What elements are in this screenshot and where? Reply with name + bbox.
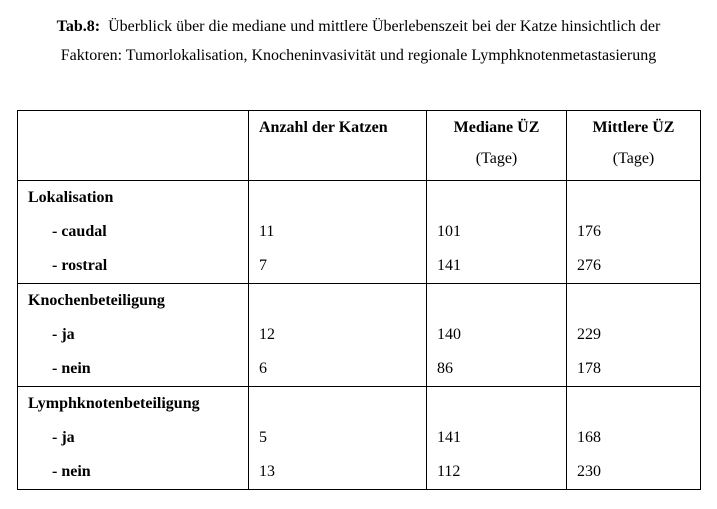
count-cell: 12 (249, 318, 427, 352)
header-median: Mediane ÜZ (Tage) (427, 111, 567, 181)
table-row (18, 352, 701, 387)
row-label: - ja (18, 318, 249, 352)
header-empty-cell (18, 111, 249, 181)
median-cell: 112 (427, 455, 567, 490)
table-row (18, 318, 701, 352)
group-row (18, 181, 701, 216)
table-row (18, 421, 701, 455)
mean-cell: 176 (567, 215, 701, 249)
caption-label: Tab.8: (56, 18, 101, 35)
count-cell: 7 (249, 249, 427, 284)
count-cell: 13 (249, 455, 427, 490)
mean-cell: 229 (567, 318, 701, 352)
median-cell: 141 (427, 249, 567, 284)
median-cell: 86 (427, 352, 567, 387)
median-cell: 101 (427, 215, 567, 249)
header-mean: Mittlere ÜZ (Tage) (567, 111, 701, 181)
median-cell: 140 (427, 318, 567, 352)
caption-text-2: Faktoren: Tumorlokalisation, Knocheninvasivität und regionale Lymphknotenmetastasierung (60, 47, 657, 64)
group-label: Lymphknotenbeteiligung (18, 387, 249, 422)
count-cell: 11 (249, 215, 427, 249)
row-label: - ja (18, 421, 249, 455)
caption-line-1 (0, 12, 717, 41)
row-label: - nein (18, 352, 249, 387)
row-label: - rostral (18, 249, 249, 284)
caption-text-1: Überblick über die mediane und mittlere Überlebenszeit bei der Katze hinsichtlich der (108, 18, 661, 35)
count-cell: 5 (249, 421, 427, 455)
mean-cell: 276 (567, 249, 701, 284)
table-row (18, 455, 701, 490)
group-label: Lokalisation (18, 181, 249, 216)
table-header-row (18, 111, 701, 181)
survival-table (17, 110, 701, 490)
group-row (18, 387, 701, 422)
table-caption (0, 12, 717, 70)
mean-cell: 168 (567, 421, 701, 455)
count-cell: 6 (249, 352, 427, 387)
group-label: Knochenbeteiligung (18, 284, 249, 319)
header-count: Anzahl der Katzen (249, 111, 427, 181)
row-label: - nein (18, 455, 249, 490)
mean-cell: 178 (567, 352, 701, 387)
mean-cell: 230 (567, 455, 701, 490)
group-row (18, 284, 701, 319)
row-label: - caudal (18, 215, 249, 249)
median-cell: 141 (427, 421, 567, 455)
table-row (18, 249, 701, 284)
table-row (18, 215, 701, 249)
